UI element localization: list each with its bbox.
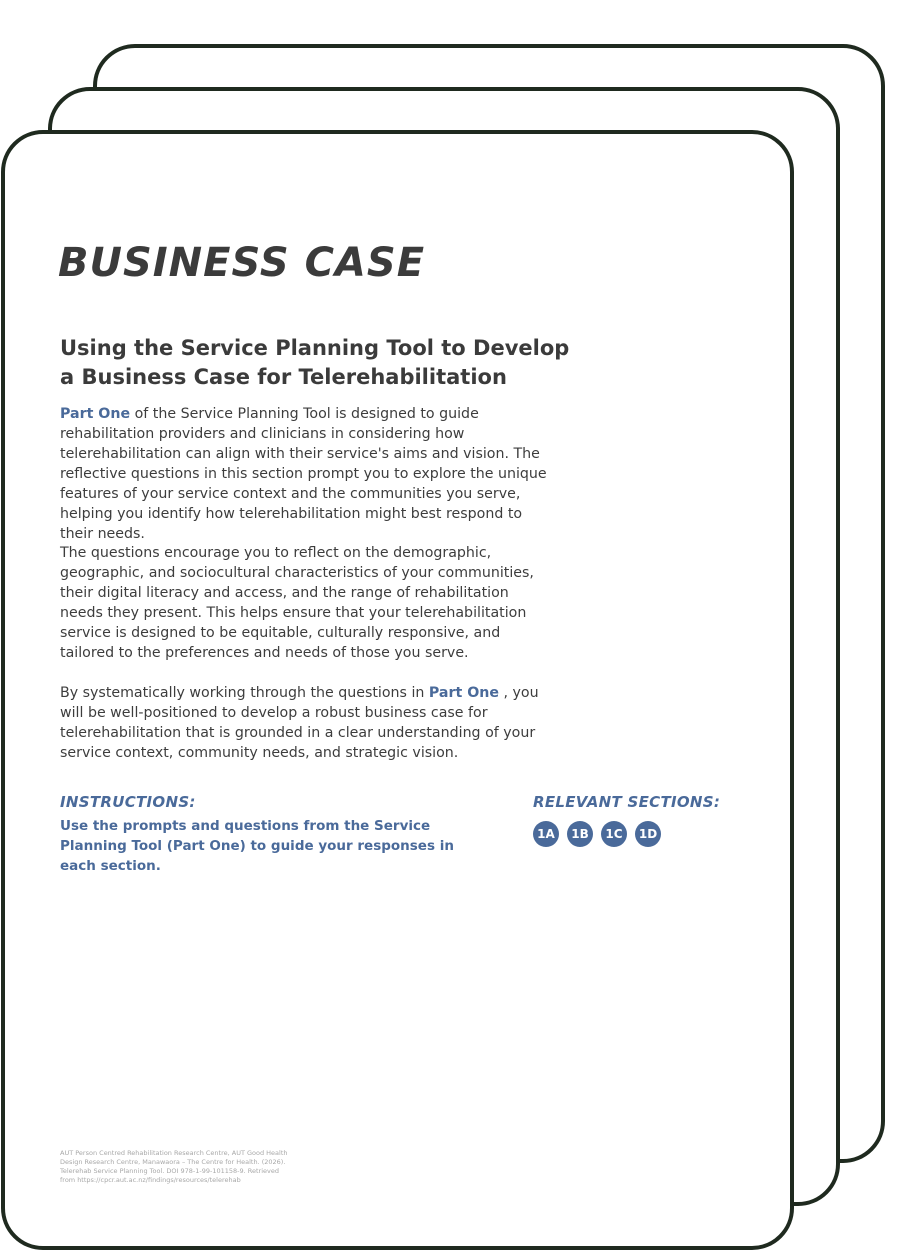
paragraph-1 bbox=[60, 404, 552, 544]
section-badge-1b: 1B bbox=[567, 821, 593, 847]
relevant-sections-label: RELEVANT SECTIONS: bbox=[533, 793, 721, 811]
relevant-sections-badges bbox=[533, 821, 661, 847]
part-one-highlight: Part One bbox=[60, 406, 131, 422]
paragraph-2: The questions encourage you to reflect on the demographic, geographic, and sociocultural characteristics of your communities, their digital literacy and access, and the range of rehabilitation needs they present. This helps ensure that your telerehabilitation service is designed to be equitable, culturally responsive, and tailored to the preferences and needs of those you serve. bbox=[60, 545, 534, 661]
section-badge-1c: 1C bbox=[601, 821, 627, 847]
instructions-label: INSTRUCTIONS: bbox=[60, 793, 196, 811]
paragraph-3 bbox=[60, 683, 552, 763]
part-one-highlight: Part One bbox=[428, 685, 499, 701]
page-subtitle: Using the Service Planning Tool to Develop a Business Case for Telerehabilitation bbox=[60, 336, 570, 389]
page-title: BUSINESS CASE bbox=[58, 240, 426, 286]
paragraph-3-before: By systematically working through the questions in bbox=[60, 685, 429, 701]
section-badge-1d: 1D bbox=[635, 821, 661, 847]
paragraph-3-after: , you will be well-positioned to develop a robust business case for telerehabilitation that is grounded in a clear understanding of your service context, community needs, and strategic vision. bbox=[60, 685, 539, 761]
section-badge-1a: 1A bbox=[533, 821, 559, 847]
citation-footer: AUT Person Centred Rehabilitation Research Centre, AUT Good Health Design Research Centre, Manawaora – The Centre for Health. (2026). Telerehab Service Planning Tool. DOI 978-1-99-101158-9. Retrieved from https://cpcr.aut.ac.nz/findings/resources/telerehab bbox=[60, 1149, 288, 1184]
instructions-text: Use the prompts and questions from the Service Planning Tool (Part One) to guide your responses in each section. bbox=[60, 818, 454, 874]
paragraph-1-text: of the Service Planning Tool is designed to guide rehabilitation providers and clinicians in considering how telerehabilitation can align with their service's aims and vision. The reflective questions in this section prompt you to explore the unique features of your service context and the communities you serve, helping you identify how telerehabilitation might best respond to their needs. bbox=[60, 406, 547, 542]
